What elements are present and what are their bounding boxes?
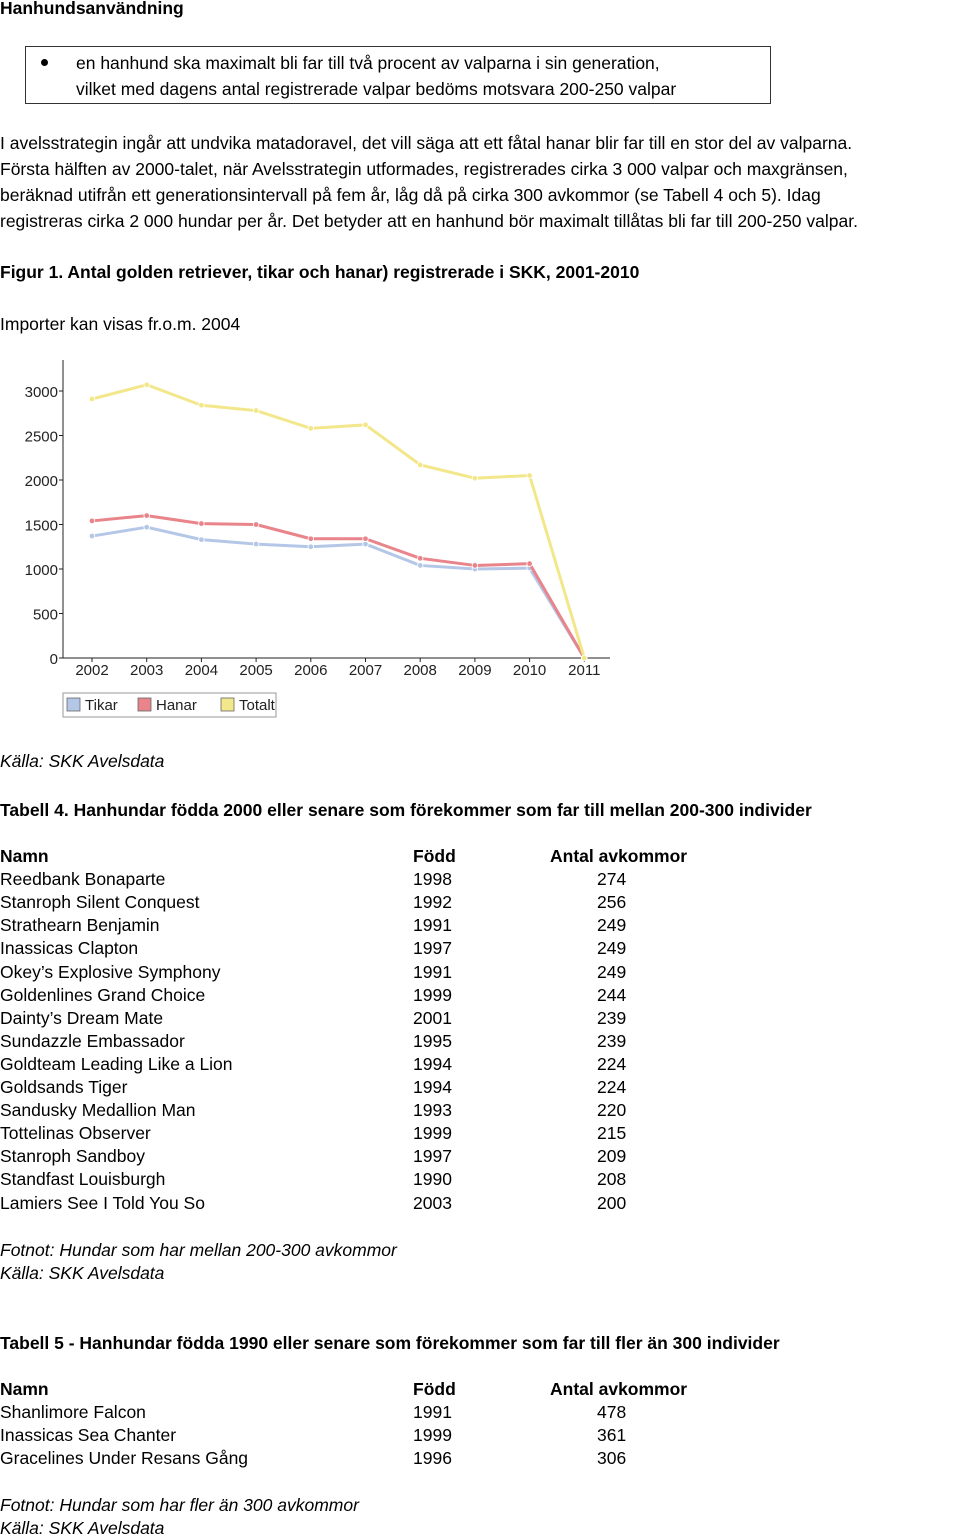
table5-header-born: Född [413, 1379, 456, 1399]
bullet-dot [41, 59, 48, 66]
table4-cell-name: Tottelinas Observer [0, 1123, 151, 1144]
paragraph-line-1: I avelsstrategin ingår att undvika matadoravel, det vill säga att ett fåtal hanar blir far till en stor del av valparna. [0, 133, 853, 153]
data-point-tikar [417, 563, 423, 569]
table5-cell-offspring: 361 [597, 1425, 627, 1446]
table4-cell-born: 1992 [413, 892, 452, 913]
table4-cell-born: 1998 [413, 869, 452, 890]
bullet-line-1: en hanhund ska maximalt bli far till två procent av valparna i sin generation, [76, 53, 660, 73]
table5-header-offspring: Antal avkommor [550, 1379, 688, 1399]
data-point-hanar [363, 536, 369, 542]
table4-cell-born: 2001 [413, 1007, 452, 1028]
table5-cell-offspring: 306 [597, 1448, 627, 1469]
table4-cell-born: 1990 [413, 1169, 452, 1190]
y-tick-label: 2500 [24, 428, 58, 446]
table4-cell-born: 1991 [413, 961, 452, 982]
table4-cell-offspring: 239 [597, 1007, 627, 1028]
data-point-hanar [527, 561, 533, 567]
table-row [0, 869, 960, 892]
data-point-hanar [199, 521, 205, 527]
data-point-hanar [253, 522, 259, 528]
table4-cell-offspring: 224 [597, 1077, 627, 1097]
paragraph-line-3: beräknad utifrån ett generationsintervall på fem år, låg då på cirka 300 avkommor (se Tabell 4 och 5). Idag [0, 185, 821, 205]
table-row [0, 938, 960, 961]
x-tick-label: 2008 [403, 662, 437, 679]
table4-header-born: Född [413, 846, 456, 866]
table4-cell-offspring: 274 [597, 869, 627, 890]
table4-cell-born: 1994 [413, 1053, 452, 1074]
table-row [0, 1100, 960, 1123]
table4-cell-offspring: 249 [597, 915, 627, 936]
table5-cell-born: 1996 [413, 1448, 452, 1469]
table-row [0, 1031, 960, 1054]
table4-cell-name: Okey’s Explosive Symphony [0, 961, 221, 982]
paragraph-line-4: registreras cirka 2 000 hundar per år. Det betyder att en hanhund bör maximalt tillåtas bli far till 200-250 valpar. [0, 211, 858, 231]
table4-cell-born: 1997 [413, 1146, 452, 1167]
x-tick-label: 2009 [458, 662, 492, 679]
table4-cell-offspring: 244 [597, 984, 627, 1005]
y-tick-label: 1000 [24, 562, 58, 579]
table4-cell-born: 1991 [413, 915, 452, 936]
y-tick-label: 0 [49, 651, 58, 668]
x-tick-label: 2005 [239, 662, 273, 679]
data-point-totalt [308, 426, 314, 432]
table4-footnote: Fotnot: Hundar som har mellan 200-300 avkommor [0, 1240, 397, 1260]
table4-cell-name: Stanroph Sandboy [0, 1146, 145, 1167]
table4-cell-name: Lamiers See I Told You So [0, 1192, 205, 1213]
table5-header-name: Namn [0, 1379, 49, 1399]
data-point-totalt [472, 475, 478, 481]
table-row [0, 1123, 960, 1146]
table4-cell-name: Standfast Louisburgh [0, 1169, 166, 1190]
legend-label-tikar: Tikar [85, 697, 118, 714]
table5-cell-name: Inassicas Sea Chanter [0, 1425, 177, 1446]
x-tick-label: 2004 [184, 662, 219, 679]
table-row [0, 1448, 960, 1471]
table4-cell-name: Goldsands Tiger [0, 1077, 128, 1097]
series-line-totalt [92, 385, 584, 658]
series-line-tikar [92, 527, 584, 658]
table5-header-row [0, 1379, 960, 1402]
data-point-totalt [527, 473, 533, 479]
table4-cell-offspring: 200 [597, 1192, 627, 1213]
table4-cell-name: Strathearn Benjamin [0, 915, 160, 936]
data-point-hanar [144, 513, 150, 519]
chart-source: Källa: SKK Avelsdata [0, 751, 165, 771]
x-tick-label: 2007 [348, 662, 383, 679]
data-point-hanar [308, 536, 314, 542]
table5-cell-born: 1991 [413, 1402, 452, 1423]
table4-cell-offspring: 256 [597, 892, 627, 913]
import-note: Importer kan visas fr.o.m. 2004 [0, 314, 241, 334]
data-point-totalt [582, 655, 588, 661]
table5-cell-offspring: 478 [597, 1402, 627, 1423]
data-point-totalt [144, 382, 150, 388]
table5-cell-name: Shanlimore Falcon [0, 1402, 146, 1423]
x-tick-label: 2006 [294, 662, 328, 679]
data-point-tikar [363, 541, 369, 547]
data-point-hanar [417, 556, 423, 562]
y-tick-label: 2000 [24, 473, 58, 490]
table4-cell-born: 1993 [413, 1100, 452, 1121]
table-row [0, 962, 960, 985]
table5-source: Källa: SKK Avelsdata [0, 1518, 165, 1538]
legend-swatch-totalt [221, 698, 234, 711]
data-point-hanar [89, 518, 95, 524]
table4-cell-offspring: 208 [597, 1169, 627, 1190]
table-row [0, 892, 960, 915]
table-row [0, 1425, 960, 1448]
table-row [0, 1146, 960, 1169]
table4-cell-name: Reedbank Bonaparte [0, 869, 166, 890]
table5-cell-name: Gracelines Under Resans Gång [0, 1448, 249, 1469]
table-row [0, 985, 960, 1008]
table4-cell-born: 1997 [413, 938, 452, 959]
bullet-box [25, 46, 771, 104]
table4-cell-name: Sandusky Medallion Man [0, 1100, 196, 1121]
table-row [0, 1193, 960, 1216]
table-row [0, 1054, 960, 1077]
table4-header-name: Namn [0, 846, 49, 866]
data-point-totalt [417, 462, 423, 468]
table4-cell-name: Dainty’s Dream Mate [0, 1007, 164, 1028]
x-tick-label: 2002 [75, 662, 109, 679]
table4-cell-born: 1994 [413, 1077, 452, 1097]
data-point-tikar [253, 541, 259, 547]
y-tick-label: 500 [32, 606, 58, 624]
series-line-hanar [92, 516, 584, 658]
table4-source: Källa: SKK Avelsdata [0, 1263, 165, 1283]
data-point-totalt [363, 422, 369, 428]
data-point-totalt [89, 396, 95, 402]
table-row [0, 1402, 960, 1425]
data-point-tikar [199, 537, 205, 543]
data-point-totalt [199, 402, 205, 408]
table4-header-row [0, 846, 960, 869]
figure-caption: Figur 1. Antal golden retriever, tikar och hanar) registrerade i SKK, 2001-2010 [0, 262, 640, 282]
line-chart [0, 345, 640, 730]
legend-swatch-tikar [67, 698, 80, 711]
table-row [0, 1008, 960, 1031]
table4-cell-offspring: 239 [597, 1030, 627, 1051]
y-tick-label: 3000 [24, 384, 58, 401]
table4-cell-born: 1999 [413, 984, 452, 1005]
table-row [0, 1077, 960, 1100]
table4-cell-name: Goldteam Leading Like a Lion [0, 1053, 233, 1074]
paragraph-line-2: Första hälften av 2000-talet, när Avelsstrategin utformades, registrerades cirka 3 000 valpar och maxgränsen, [0, 159, 848, 179]
data-point-tikar [144, 524, 150, 530]
table4-cell-offspring: 220 [597, 1100, 627, 1121]
table4-cell-name: Inassicas Clapton [0, 938, 139, 959]
x-tick-label: 2011 [568, 662, 601, 679]
page-heading: Hanhundsanvändning [0, 0, 184, 18]
legend-swatch-hanar [138, 698, 151, 711]
data-point-totalt [253, 408, 259, 414]
x-tick-label: 2003 [130, 662, 164, 679]
table4-cell-born: 1999 [413, 1123, 452, 1144]
table4-cell-name: Stanroph Silent Conquest [0, 892, 200, 913]
table4-title: Tabell 4. Hanhundar födda 2000 eller senare som förekommer som far till mellan 200-300 individer [0, 800, 812, 820]
table5-cell-born: 1999 [413, 1425, 452, 1446]
bullet-line-2: vilket med dagens antal registrerade valpar bedöms motsvara 200-250 valpar [76, 79, 677, 99]
table4-cell-offspring: 209 [597, 1146, 627, 1167]
table4-cell-offspring: 224 [597, 1053, 627, 1074]
x-tick-label: 2010 [512, 662, 547, 679]
table4-cell-offspring: 249 [597, 938, 627, 959]
table4-cell-offspring: 249 [597, 961, 627, 982]
table-row [0, 915, 960, 938]
table4-cell-name: Sundazzle Embassador [0, 1030, 185, 1051]
data-point-hanar [472, 563, 478, 569]
table4-cell-name: Goldenlines Grand Choice [0, 984, 206, 1005]
table5-title: Tabell 5 - Hanhundar födda 1990 eller senare som förekommer som far till fler än 300 individer [0, 1333, 780, 1353]
table4-header-offspring: Antal avkommor [550, 846, 688, 866]
data-point-tikar [89, 533, 95, 539]
table-row [0, 1169, 960, 1192]
table5-footnote: Fotnot: Hundar som har fler än 300 avkommor [0, 1495, 359, 1515]
data-point-tikar [308, 544, 314, 550]
table4-cell-born: 1995 [413, 1030, 452, 1051]
legend-label-totalt: Totalt [239, 697, 275, 714]
legend-label-hanar: Hanar [156, 697, 197, 714]
y-tick-label: 1500 [24, 517, 58, 535]
table4-cell-born: 2003 [413, 1192, 452, 1213]
table4-cell-offspring: 215 [597, 1123, 627, 1144]
